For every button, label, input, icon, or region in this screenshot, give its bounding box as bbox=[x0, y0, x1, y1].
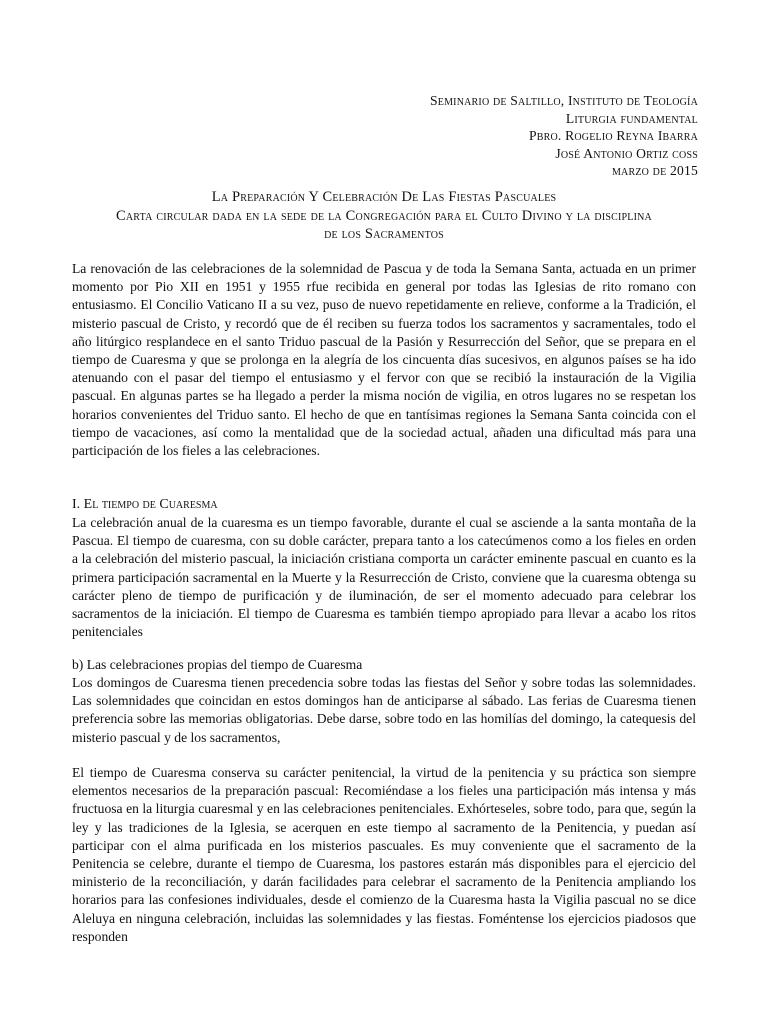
header-author: José Antonio Ortiz coss bbox=[555, 145, 698, 161]
title-line-1: La Preparación Y Celebración De Las Fiestas Pascuales bbox=[211, 189, 557, 205]
section-b-paragraph: Los domingos de Cuaresma tienen precedencia sobre todas las fiestas del Señor y sobre todas las solemnidades. Las solemnidades que coincidan en estos domingos han de anticiparse al sábado. Las ferias de Cuaresma tienen preferencia sobre las memorias obligatorias. Debe darse, sobre todo en las homilías del domingo, la catequesis del misterio pascual y de los sacramentos, bbox=[72, 675, 696, 745]
section-1-paragraph: La celebración anual de la cuaresma es un tiempo favorable, durante el cual se asciende a la santa montaña de la Pascua. El tiempo de cuaresma, con su doble carácter, prepara tanto a los catecúmenos como a los fieles en orden a la celebración del misterio pascual, la iniciación cristiana comporta un carácter eminente pascual en cuanto es la primera participación sacramental en la Muerte y la Resurrección de Cristo, conviene que la cuaresma obtenga su carácter pleno de tiempo de purificación y de iluminación, de ser el momento adecuado para celebrar los sacramentos de la iniciación. El tiempo de Cuaresma es también tiempo apropiado para llevar a acabo los ritos penitenciales bbox=[72, 515, 696, 640]
section-1-heading: I. El tiempo de Cuaresma bbox=[72, 497, 218, 512]
penitence-paragraph: El tiempo de Cuaresma conserva su carácter penitencial, la virtud de la penitencia y su práctica son siempre elementos necesarios de la preparación pascual: Recomiéndase a los fieles una participación más intensa y más fructuosa en la liturgia cuaresmal y en las celebraciones penitenciales. Exhórteseles, sobre todo, para que, según la ley y las tradiciones de la Iglesia, se acerquen en este tiempo al sacramento de la Penitencia, y puedan así participar con el alma purificada en los misterios pascuales. Es muy conveniente que el sacramento de la Penitencia se celebre, durante el tiempo de Cuaresma, los pastores estarán más disponibles para el ejercicio del ministerio de la reconciliación, y darán facilidades para celebrar el sacramento de la Penitencia ampliando los horarios para las confesiones individuales, desde el comienzo de la Cuaresma hasta la Vigilia pascual no se dice Aleluya en ninguna celebración, incluidas las solemnidades y las fiestas. Foméntense los ejercicios piadosos que responden bbox=[72, 765, 696, 944]
header-professor: Pbro. Rogelio Reyna Ibarra bbox=[528, 128, 698, 144]
intro-paragraph: La renovación de las celebraciones de la solemnidad de Pascua y de toda la Semana Santa, actuada en un primer momento por Pio XII en 1951 y 1955 rfue recibida en general por todas las Iglesias de rito romano con entusiasmo. El Concilio Vaticano II a su vez, puso de nuevo repetidamente en relieve, conforme a la Tradición, el misterio pascual de Cristo, y recordó que de él reciben su fuerza todos los sacramentos y sacramentales, todo el año litúrgico resplandece en el santo Triduo pascual de la Pasión y Resurrección del Señor, que se prepara en el tiempo de Cuaresma y que se prolonga en la alegría de los cincuenta días sucesivos, en algunos países se ha ido atenuando con el pasar del tiempo el entusiasmo y el fervor con que se recibió la instauración de la Vigilia pascual. En algunas partes se ha llegado a perder la misma noción de vigilia, en otros lugares no se respetan los horarios convenientes del Triduo santo. El hecho de que en tantísimas regiones la Semana Santa coincida con el tiempo de vacaciones, así como la mentalidad que de la sociedad actual, añaden una dificultad más para una participación de los fieles a las celebraciones. bbox=[72, 261, 696, 459]
title-line-3: de los Sacramentos bbox=[324, 226, 444, 242]
title-line-2: Carta circular dada en la sede de la Congregación para el Culto Divino y la disciplina bbox=[116, 207, 652, 224]
header-course: Liturgia fundamental bbox=[565, 110, 698, 126]
header-institution: Seminario de Saltillo, Instituto de Teología bbox=[430, 93, 698, 108]
document-header bbox=[430, 92, 698, 180]
section-b-heading: b) Las celebraciones propias del tiempo de Cuaresma bbox=[72, 657, 363, 672]
document-title bbox=[72, 188, 696, 244]
header-date: marzo de 2015 bbox=[611, 163, 698, 179]
